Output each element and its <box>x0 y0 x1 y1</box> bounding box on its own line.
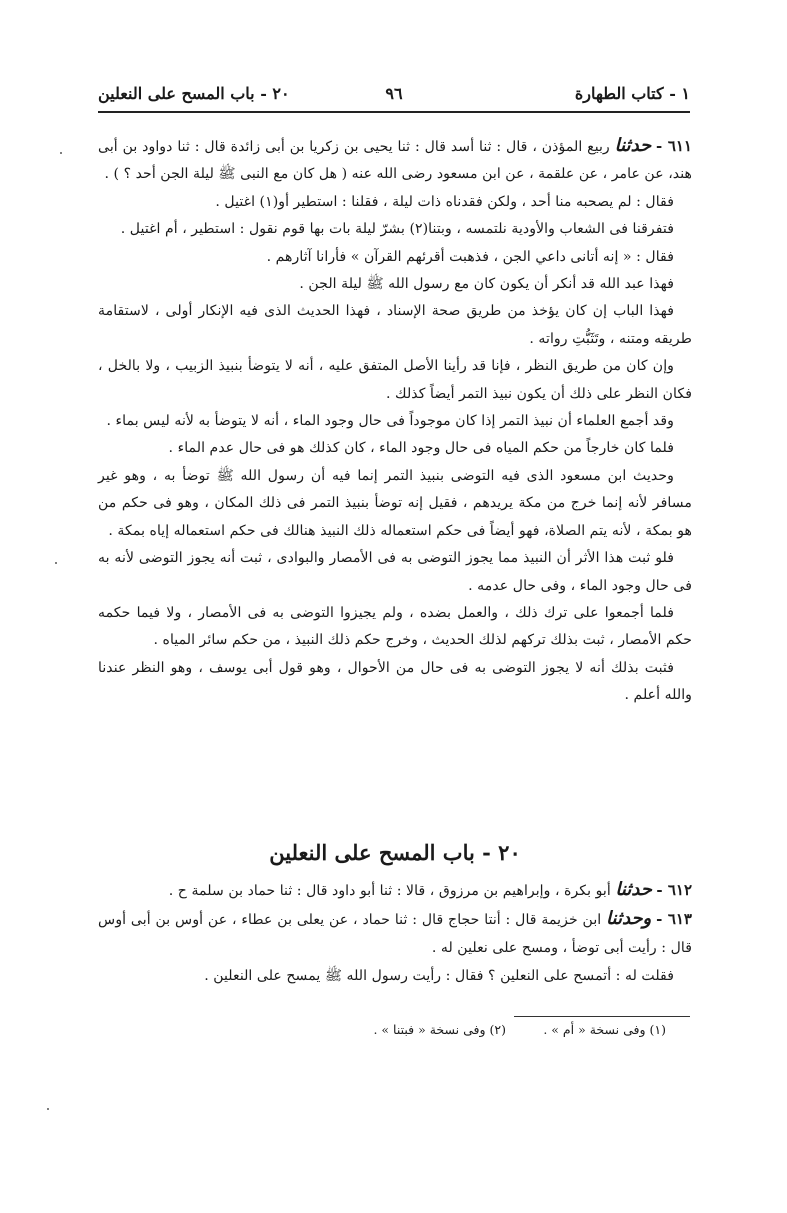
hadith-number: ٦١١ - <box>656 137 692 155</box>
hadith-text: ربيع المؤذن ، قال : ثنا أسد قال : ثنا يحيى بن زكريا بن أبى زائدة قال : ثنا دواود بن أبى هند، عن عامر ، عن علقمة ، عن ابن مسعود رضى الله عنه ( هل كان مع النبى ﷺ ليلة الجن أحد ؟ ) . <box>98 139 692 183</box>
page-header <box>98 80 690 108</box>
hadith-613 <box>98 905 692 962</box>
paragraph: وإن كان من طريق النظر ، فإنا قد رأينا الأصل المتفق عليه ، أنه لا يتوضأ بنبيذ الزبيب ، ولا بالخل ، فكان النظر على ذلك أن يكون نبيذ التمر أيضاً كذلك . <box>98 358 692 402</box>
paragraph: فقلت له : أتمسح على النعلين ؟ فقال : رأيت رسول الله ﷺ يمسح على النعلين . <box>204 968 674 984</box>
header-rule <box>98 111 690 113</box>
paragraph: فثبت بذلك أنه لا يجوز التوضى به فى حال من الأحوال ، وهو قول أبى يوسف ، وهو النظر عندنا والله أعلم . <box>98 659 692 704</box>
scan-speck <box>55 562 57 564</box>
hadith-number: ٦١٣ - <box>656 910 692 928</box>
paragraph: فلو ثبت هذا الأثر أن النبيذ مما يجوز التوضى به فى الأمصار والبوادى ، ثبت أنه يجوز التوضى لأنه به فى حال وجود الماء ، وفى حال عدمه . <box>98 550 692 594</box>
hadith-keyword: وحدثنا <box>606 908 652 929</box>
hadith-number: ٦١٢ - <box>656 881 692 899</box>
footnote-1: (١) وفى نسخة « أم » . <box>543 1022 666 1037</box>
scan-speck <box>60 152 62 154</box>
hadith-611 <box>98 132 692 189</box>
hadith-keyword: حدثنا <box>614 135 652 156</box>
paragraph: فهذا الباب إن كان يؤخذ من طريق صحة الإسناد ، فهذا الحديث الذى فيه الإنكار أولى ، لاستقامة طريقه ومتنه ، وتَثَبُّتِ رواته . <box>98 303 692 347</box>
page-number: ٩٦ <box>385 84 403 103</box>
scan-speck <box>47 1108 49 1110</box>
chapter-heading: ٢٠ - باب المسح على النعلين <box>269 840 521 865</box>
hadith-text: أبو بكرة ، وإبراهيم بن مرزوق ، قالا : ثنا أبو داود قال : ثنا حماد بن سلمة ح . <box>168 883 611 899</box>
chapter-text <box>98 876 692 990</box>
paragraph: فلما أجمعوا على ترك ذلك ، والعمل بضده ، ولم يجيزوا التوضى به فى الأمصار ، ولا فيما حكمه حكم الأمصار ، ثبت بذلك تركهم لذلك الحديث ، وخرج حكم ذلك النبيذ ، من حكم سائر المياه . <box>98 604 692 649</box>
header-book-title: ١ - كتاب الطهارة <box>574 84 690 103</box>
paragraph: فهذا عبد الله قد أنكر أن يكون كان مع رسول الله ﷺ ليلة الجن . <box>299 276 674 293</box>
main-text <box>98 132 692 710</box>
footnote-rule <box>514 1016 690 1017</box>
paragraph: فتفرقنا فى الشعاب والأودية نلتمسه ، وبتنا(٢) بشرّ ليلة بات بها قوم نقول : استطير ، أم اغتيل . <box>120 221 674 238</box>
footnote-2: (٢) وفى نسخة « فبتنا » . <box>373 1022 506 1037</box>
hadith-keyword: حدثنا <box>615 879 652 900</box>
paragraph: وقد أجمع العلماء أن نبيذ التمر إذا كان موجوداً فى حال وجود الماء ، أنه لا يتوضأ به لأنه ليس بماء . <box>106 413 674 430</box>
paragraph: فقال : لم يصحبه منا أحد ، ولكن فقدناه ذات ليلة ، فقلنا : استطير أو(١) اغتيل . <box>215 193 674 210</box>
hadith-text: ابن خزيمة قال : أنتا حجاج قال : ثنا حماد ، عن يعلى بن عطاء ، عن أوس بن أبى أوس قال : رأيت أبى توضأ ، ومسح على نعلين له . <box>98 912 692 956</box>
paragraph: وحديث ابن مسعود الذى فيه التوضى بنبيذ التمر إنما فيه أن رسول الله ﷺ توضأ به ، وهو غير مسافر لأنه إنما خرج من مكة يريدهم ، فقيل إنه توضأ بنبيذ التمر فى ذلك المكان ، وهو فى حكم من هو بمكة ، لأنه يتم الصلاة، فهو أيضاً فى حكم استعماله ذلك النبيذ هنالك فى حكم استعماله إياه بمكة . <box>98 467 692 539</box>
hadith-612 <box>98 876 692 905</box>
paragraph: فقال : « إنه أتانى داعي الجن ، فذهبت أقرئهم القرآن » فأرانا آثارهم . <box>266 248 674 265</box>
paragraph: فلما كان خارجاً من حكم المياه فى حال وجود الماء ، كان كذلك هو فى حال عدم الماء . <box>168 440 674 457</box>
header-chapter-title: ٢٠ - باب المسح على النعلين <box>98 84 290 103</box>
